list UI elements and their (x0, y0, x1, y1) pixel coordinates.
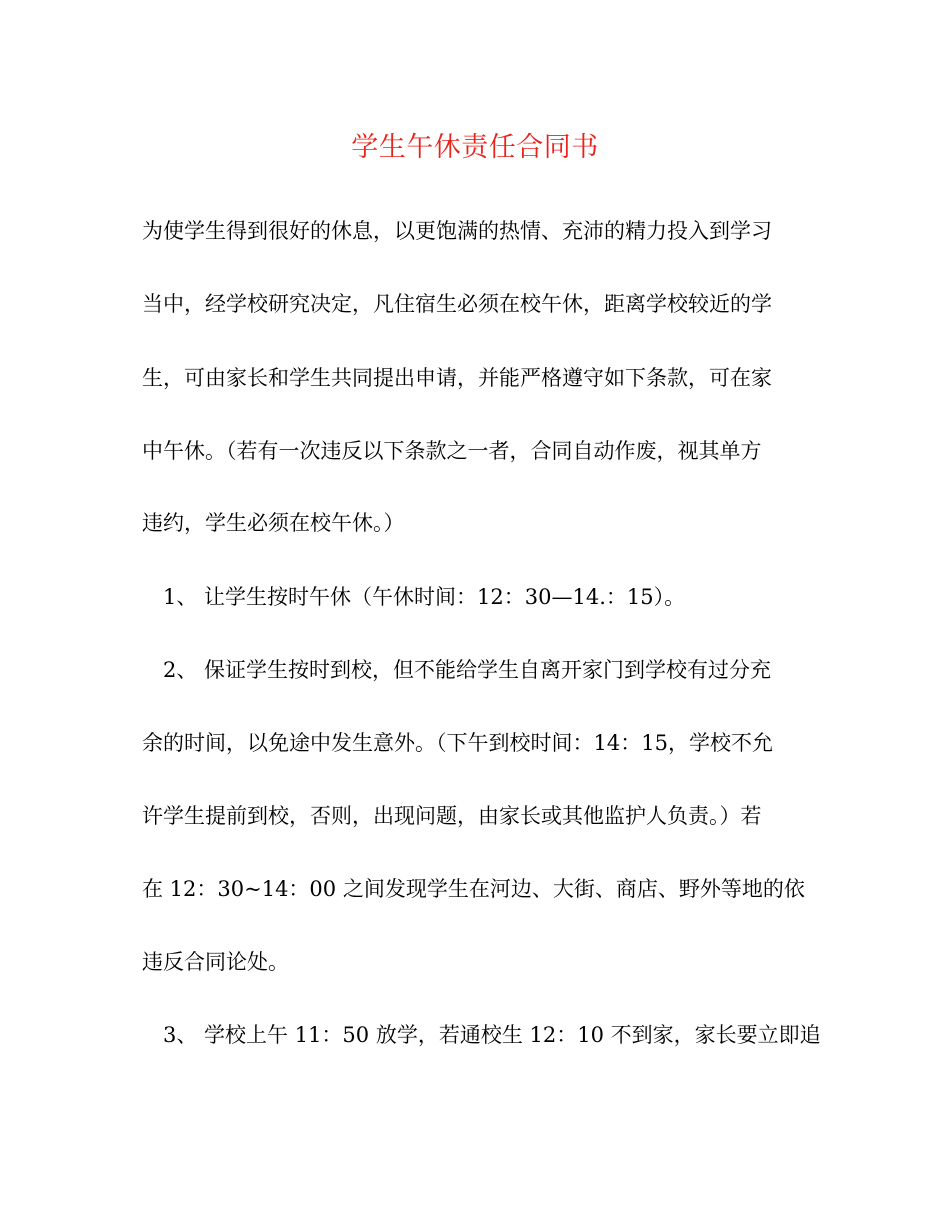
paragraph-line: 违反合同论处。 (142, 950, 289, 974)
clause-2-line: 2、 保证学生按时到校，但不能给学生自离开家门到学校有过分充 (163, 658, 772, 682)
paragraph-line: 在 12：30~14：00 之间发现学生在河边、大街、商店、野外等地的依 (142, 877, 805, 901)
clause-1-line: 1、 让学生按时午休（午休时间：12：30—14.：15）。 (163, 585, 686, 609)
paragraph-line: 为使学生得到很好的休息，以更饱满的热情、充沛的精力投入到学习 (142, 219, 772, 243)
paragraph-line: 中午休。（若有一次违反以下条款之一者，合同自动作废，视其单方 (142, 439, 762, 463)
paragraph-line: 当中，经学校研究决定，凡住宿生必须在校午休，距离学校较近的学 (142, 292, 772, 316)
paragraph-line: 违约，学生必须在校午休。） (142, 511, 405, 535)
paragraph-line: 许学生提前到校，否则，出现问题，由家长或其他监护人负责。）若 (142, 804, 762, 828)
clause-3-line: 3、 学校上午 11：50 放学，若通校生 12：10 不到家，家长要立即追 (163, 1023, 821, 1047)
paragraph-line: 余的时间，以免途中发生意外。（下午到校时间：14：15，学校不允 (142, 731, 773, 755)
document-title: 学生午休责任合同书 (351, 132, 599, 163)
paragraph-line: 生，可由家长和学生共同提出申请，并能严格遵守如下条款，可在家 (142, 366, 772, 390)
